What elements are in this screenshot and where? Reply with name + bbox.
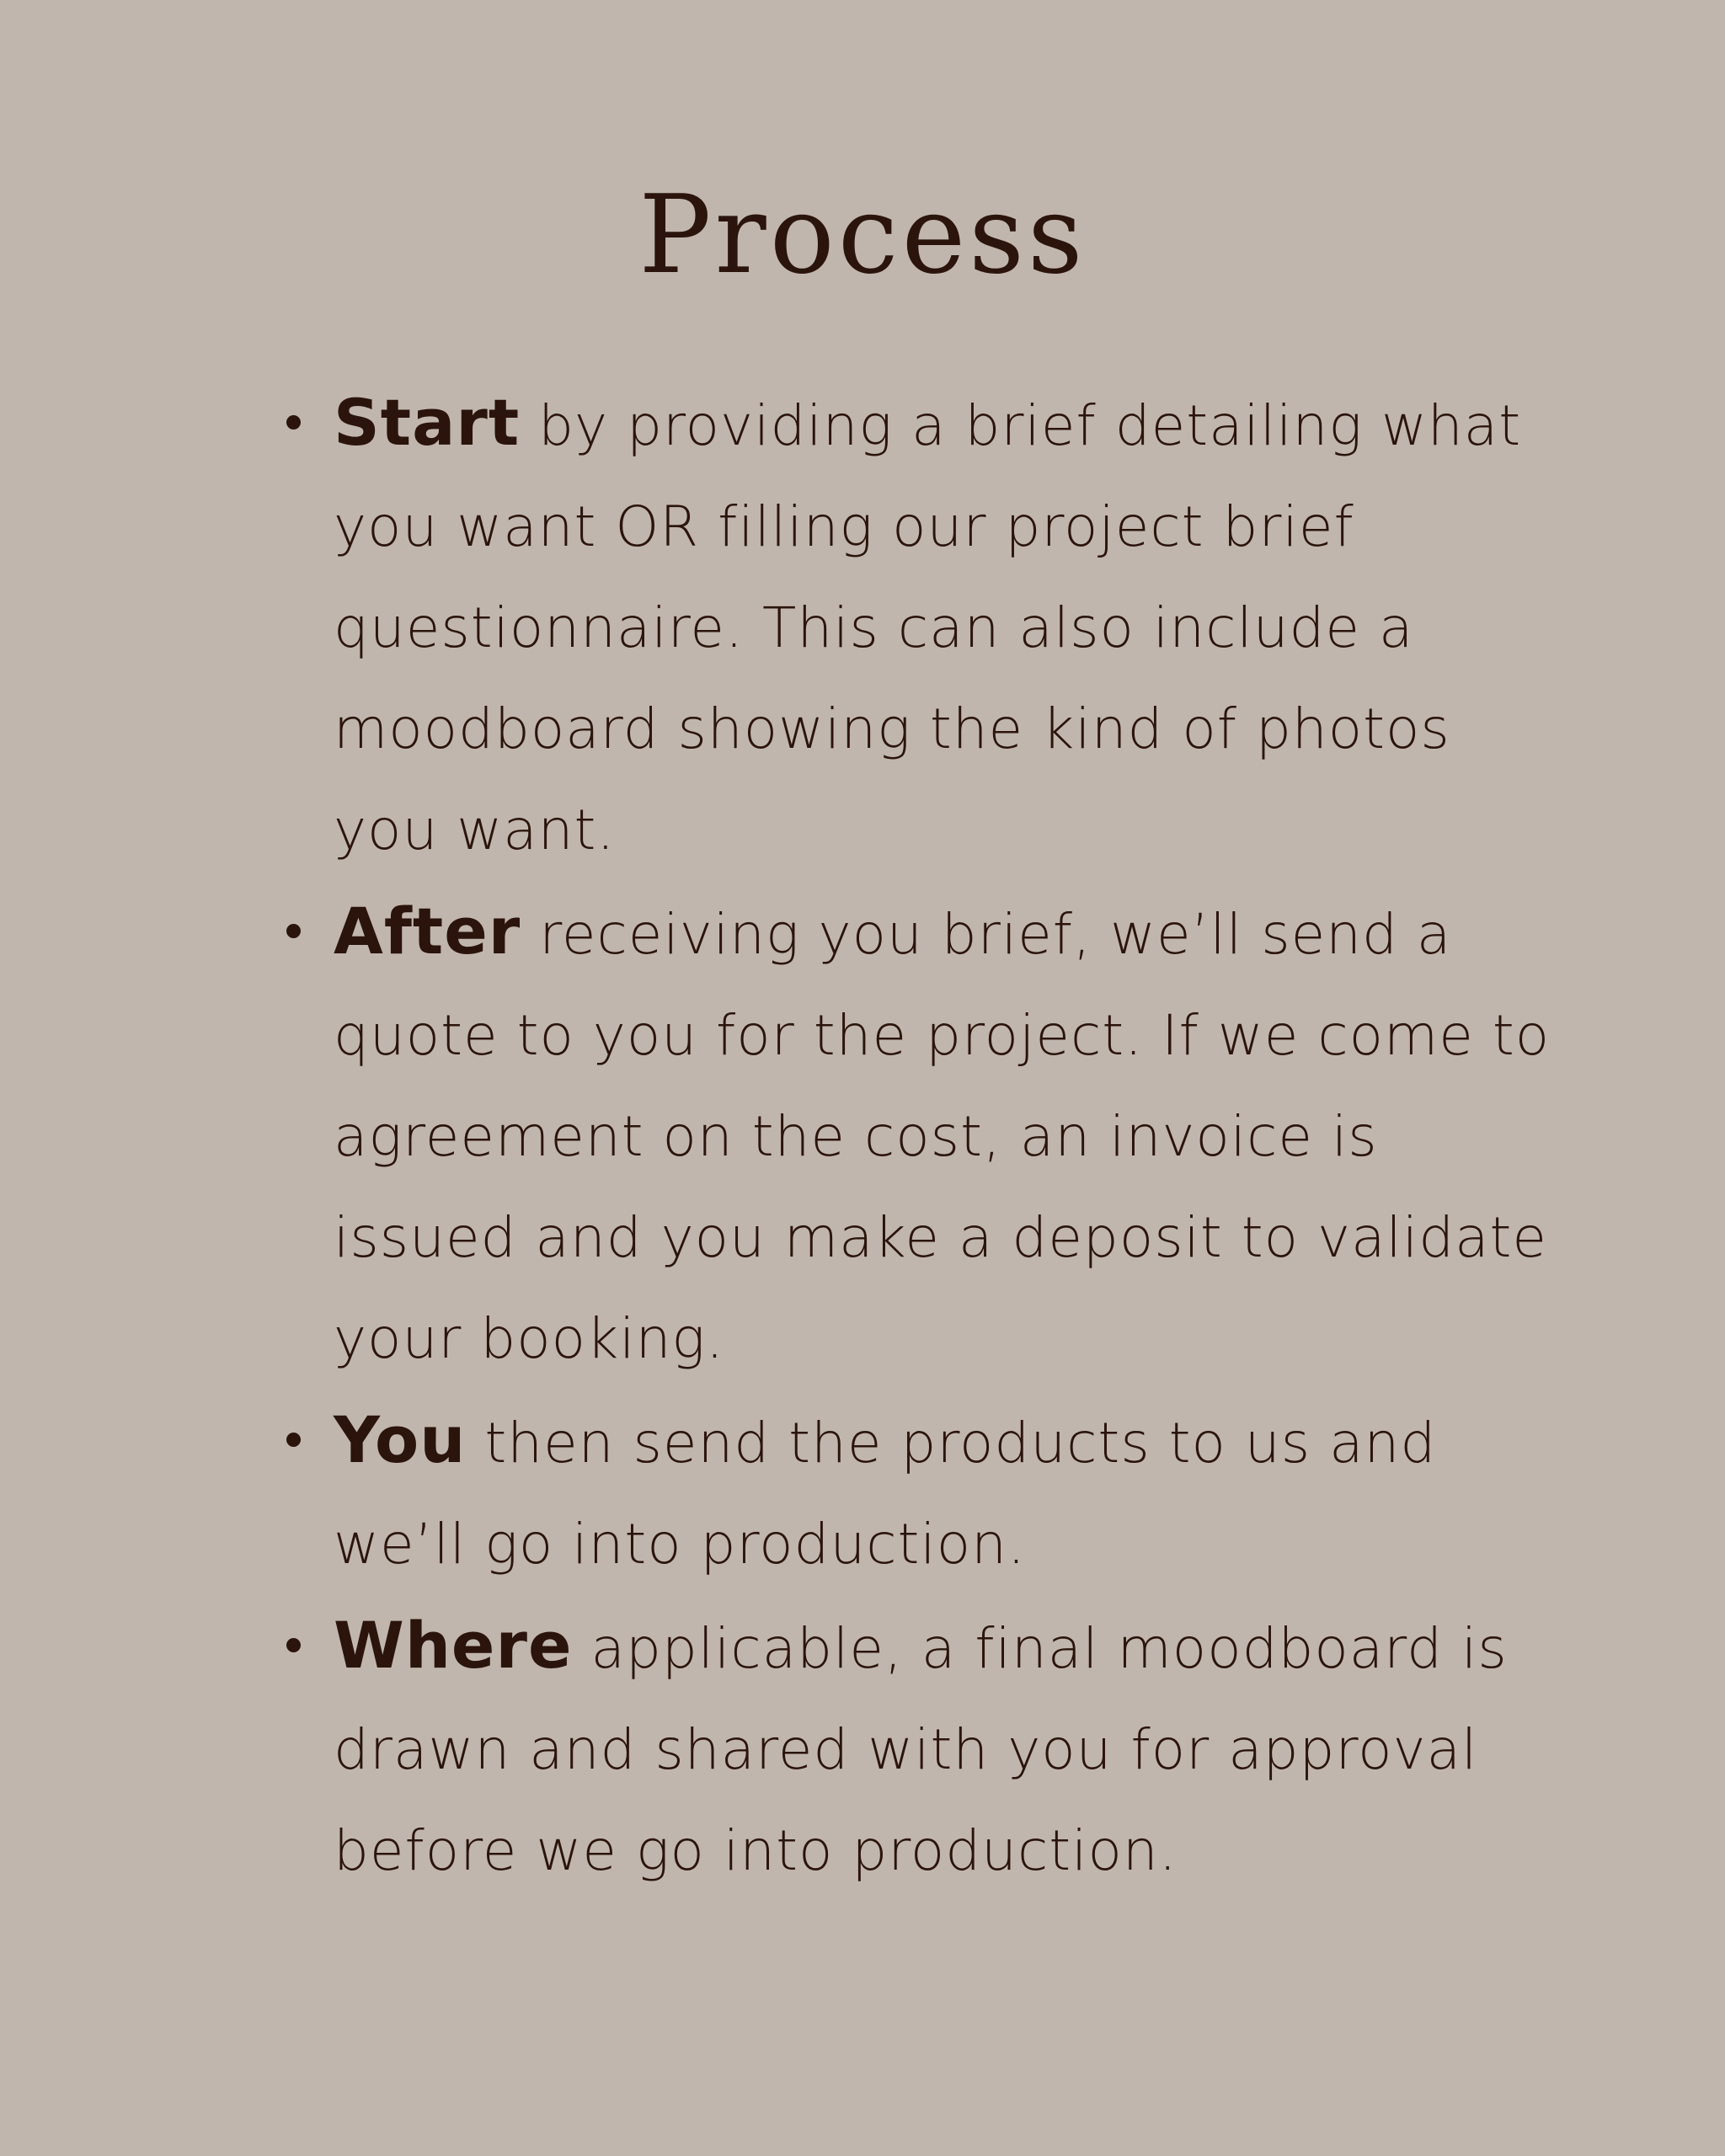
bullet-icon [286,1433,301,1447]
bullet-icon [286,415,301,430]
item-lead: Start [334,385,521,460]
list-item-you [278,1390,1558,1595]
item-text: applicable, a final moodboard is drawn and shared with you for approval before we go into production. [334,1616,1508,1883]
list-item-where [278,1595,1558,1902]
item-text: receiving you brief, we’ll send a quote to you for the project. If we come to agreement on the cost, an invoice is issued and you make a deposit to validate your booking. [334,902,1551,1371]
bullet-icon [286,924,301,938]
item-lead: Where [334,1608,573,1683]
item-lead: You [334,1402,467,1477]
item-text: by providing a brief detailing what you want OR filling our project brief questionnaire. This can also include a moodboard showing the kind of photos you want. [334,393,1522,862]
page-title: Process [638,173,1087,298]
bullet-icon [286,1638,301,1652]
list-item-start [278,372,1558,881]
process-list [278,372,1558,1902]
list-item-after [278,881,1558,1390]
item-lead: After [334,894,521,969]
item-text: then send the products to us and we’ll go into production. [334,1411,1437,1577]
